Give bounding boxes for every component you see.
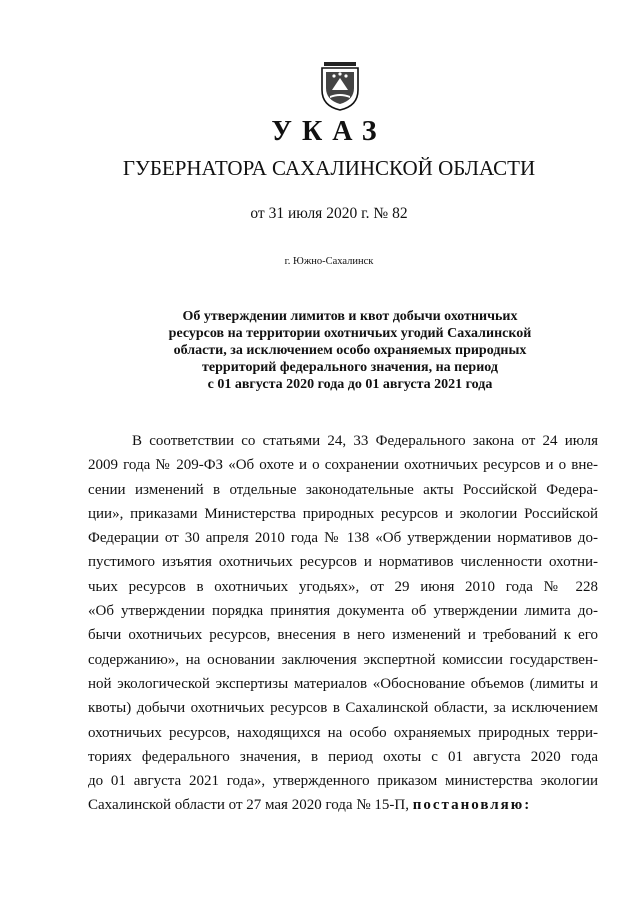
heading-line: территорий федерального значения, на период <box>202 360 498 375</box>
body-line: бычи охотничьих ресурсов, внесения в него изменений и требований к его <box>88 627 598 644</box>
heading-line: ресурсов на территории охотничьих угодий Сахалинской <box>168 326 532 341</box>
decree-resolution-word: постановляю: <box>412 797 532 814</box>
body-last-line-text: Сахалинской области от 27 мая 2020 года № 15-П, <box>88 797 409 814</box>
decree-heading <box>140 308 560 393</box>
body-line: до 01 августа 2021 года», утвержденного приказом министерства экологии <box>88 773 598 790</box>
body-line: ции», приказами Министерства природных ресурсов и экологии Российской <box>88 505 598 522</box>
body-line: «Об утверждении порядка принятия документа об утверждении лимита до- <box>88 603 598 620</box>
body-line: квоты) добычи охотничьих ресурсов в Сахалинской области, за исключением <box>88 700 598 717</box>
body-line: ториях федерального значения, в период охоты с 01 августа 2020 года <box>88 748 598 765</box>
heading-line: Об утверждении лимитов и квот добычи охотничьих <box>182 309 518 324</box>
document-date-number: от 31 июля 2020 г. № 82 <box>250 205 408 222</box>
body-line: В соответствии со статьями 24, 33 Федерального закона от 24 июля <box>132 433 598 449</box>
body-line: Федерации от 30 апреля 2010 года № 138 «Об утверждении нормативов до- <box>88 530 598 547</box>
heading-line: области, за исключением особо охраняемых природных <box>173 343 527 358</box>
heading-line: с 01 августа 2020 года до 01 августа 2021 года <box>207 377 493 392</box>
body-line: 2009 года № 209-ФЗ «Об охоте и о сохранении охотничьих ресурсов и о вне- <box>88 457 598 474</box>
document-title: УКАЗ <box>271 116 387 147</box>
document-subtitle: ГУБЕРНАТОРА САХАЛИНСКОЙ ОБЛАСТИ <box>122 156 536 180</box>
body-line: ной экологической экспертизы материалов «Обоснование объемов (лимиты и <box>88 675 598 692</box>
document-city: г. Южно-Сахалинск <box>284 256 374 267</box>
body-last-line <box>88 793 598 817</box>
body-line: содержанию», на основании заключения экспертной комиссии государствен- <box>88 651 598 668</box>
body-line: пустимого изъятия охотничьих ресурсов и нормативов численности охотни- <box>88 554 598 571</box>
sakhalin-coat-of-arms-icon <box>320 60 360 112</box>
body-line: чьих ресурсов в охотничьих угодьях», от 29 июня 2010 года № 228 <box>88 578 598 595</box>
body-line: сении изменений в отдельные законодательные акты Российской Федера- <box>88 481 598 498</box>
body-line: охотничьих ресурсов, находящихся на особо охраняемых природных терри- <box>88 724 598 741</box>
decree-body <box>88 429 598 818</box>
